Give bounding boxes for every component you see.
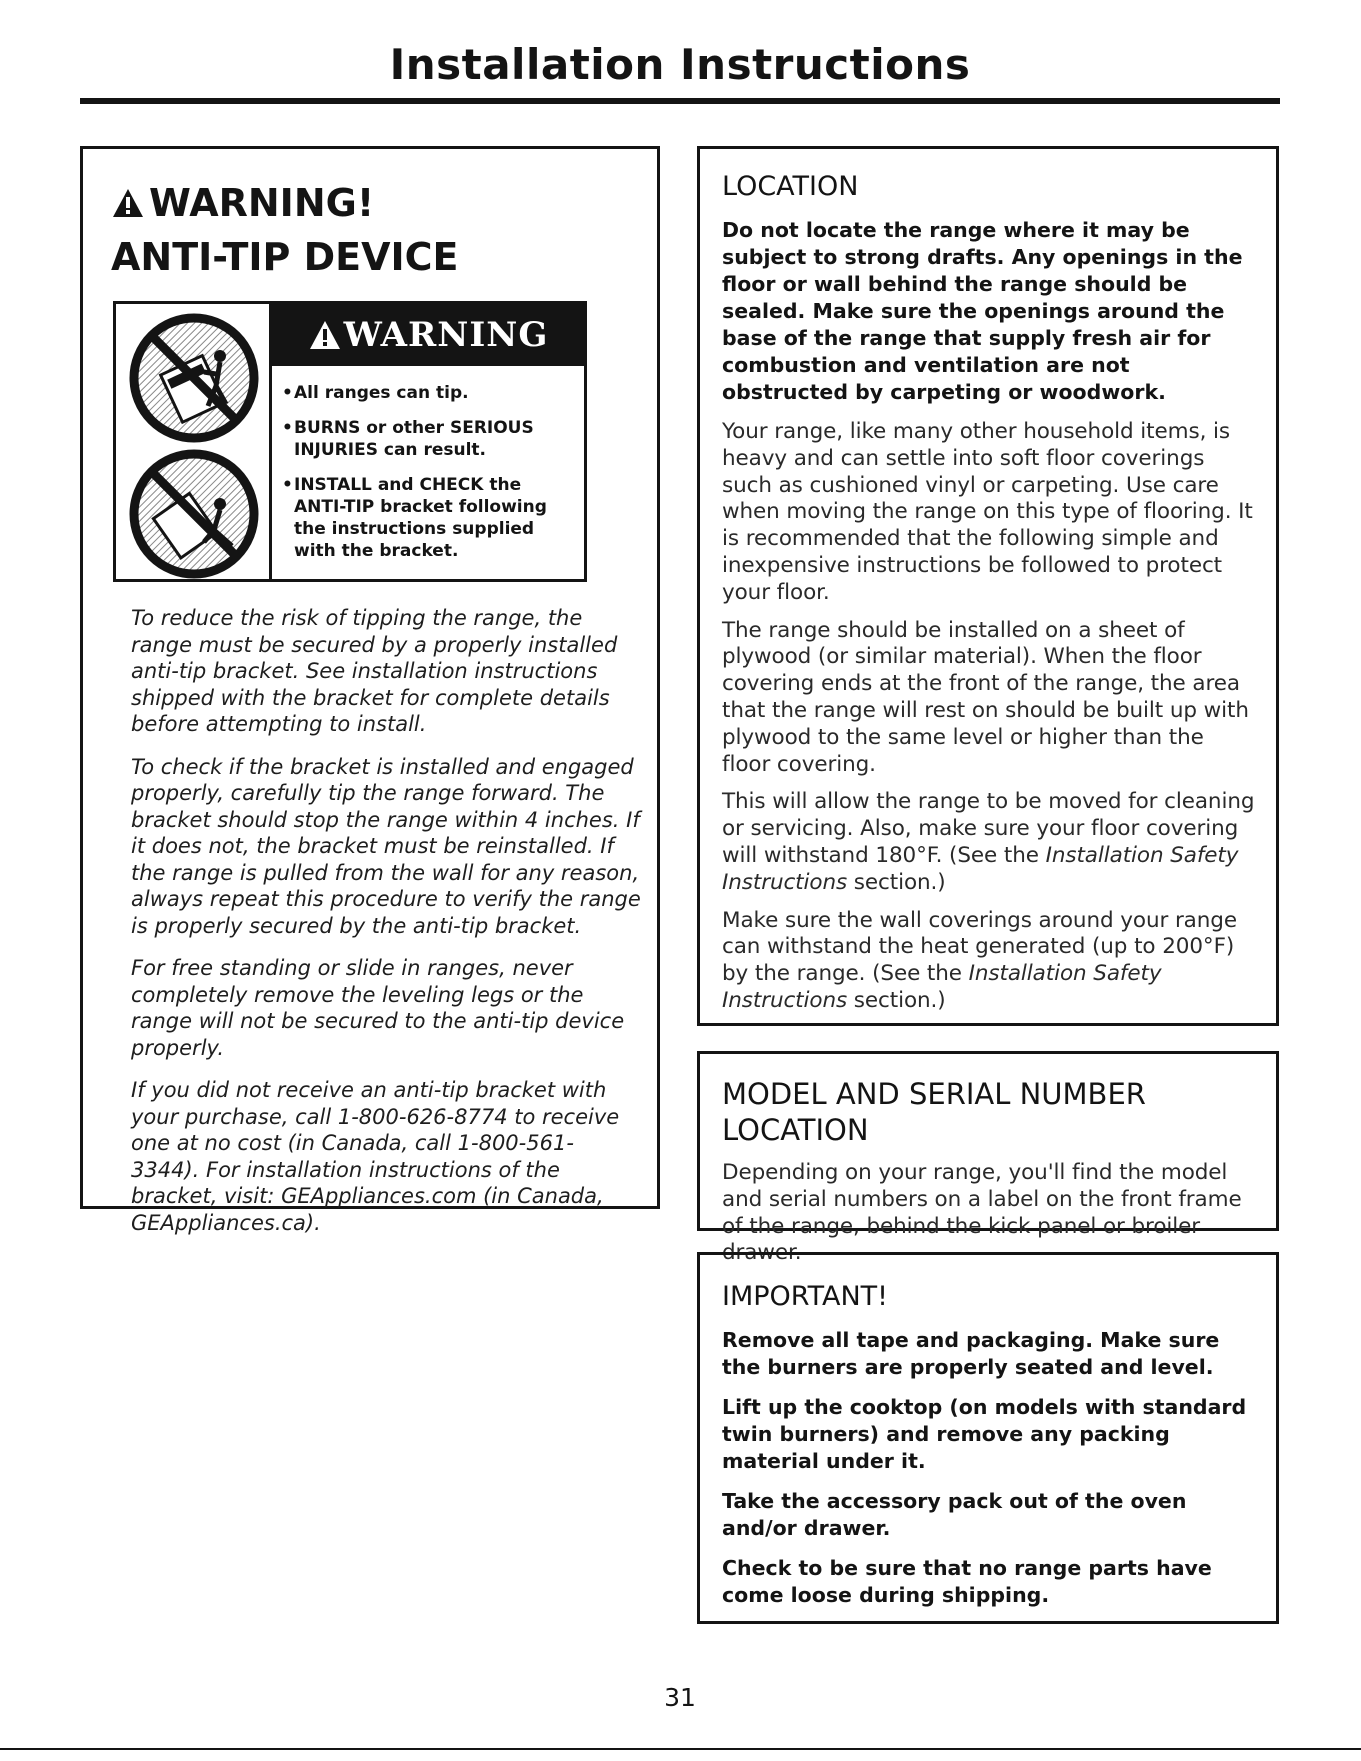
text-run: section.) bbox=[847, 987, 946, 1013]
label-bullet: • INSTALL and CHECK the ANTI-TIP bracket following the instructions supplied with the bracket. bbox=[282, 474, 576, 562]
location-bold-paragraph: Do not locate the range where it may be subject to strong drafts. Any openings in the floor or wall behind the range should be sealed. Make sure the openings around the base of the range that supply fresh air for combustion and ventilation are not obstructed by carpeting or woodwork. bbox=[722, 218, 1243, 404]
text-run: This will allow the range to be moved for cleaning or servicing. Also, make sure your floor covering will withstand 180°F. (See the bbox=[722, 789, 1255, 868]
anti-tip-device-heading: ANTI-TIP DEVICE bbox=[111, 235, 459, 279]
warning-triangle-icon bbox=[308, 319, 342, 351]
label-bullet: • BURNS or other SERIOUS INJURIES can result. bbox=[282, 417, 576, 461]
tipping-range-prohibition-icon bbox=[124, 444, 264, 584]
location-paragraph bbox=[722, 789, 1256, 896]
section-reference: Installation Safety Instructions bbox=[722, 961, 1162, 1013]
warning-label bbox=[113, 301, 587, 582]
anti-tip-paragraph: For free standing or slide in ranges, never completely remove the leveling legs or the range will not be secured to the anti-tip device properly. bbox=[131, 956, 625, 1060]
label-bullet: • All ranges can tip. bbox=[282, 382, 576, 404]
anti-tip-instructions bbox=[131, 605, 641, 1252]
section-reference: Installation Safety Instructions bbox=[722, 842, 1239, 895]
tip-over-prohibition-icon bbox=[124, 308, 264, 448]
label-text-panel bbox=[272, 304, 584, 579]
important-paragraph: Remove all tape and packaging. Make sure the burners are properly seated and level. bbox=[722, 1328, 1220, 1379]
warning-heading-text: WARNING! bbox=[149, 181, 375, 225]
warning-triangle-icon bbox=[111, 187, 145, 219]
text-run: section.) bbox=[847, 869, 946, 895]
location-paragraph bbox=[722, 908, 1256, 1015]
model-serial-heading: MODEL AND SERIAL NUMBER LOCATION bbox=[722, 1077, 1146, 1147]
anti-tip-paragraph: To reduce the risk of tipping the range, the range must be secured by a properly installed anti-tip bracket. See installation instructions shipped with the bracket for complete details before attempting to install. bbox=[131, 606, 618, 736]
title-rule bbox=[80, 98, 1280, 104]
anti-tip-warning-box bbox=[80, 146, 660, 1235]
important-paragraph: Check to be sure that no range parts have come loose during shipping. bbox=[722, 1556, 1212, 1607]
important-paragraph: Take the accessory pack out of the oven and/or drawer. bbox=[722, 1489, 1187, 1540]
important-paragraph: Lift up the cooktop (on models with standard twin burners) and remove any packing material under it. bbox=[722, 1395, 1247, 1473]
warning-banner-text: WARNING bbox=[343, 315, 549, 355]
anti-tip-heading bbox=[111, 179, 459, 281]
page-number: 31 bbox=[664, 1683, 696, 1712]
important-box bbox=[697, 1252, 1279, 1624]
text-run: Make sure the wall coverings around your range can withstand the heat generated (up to 200°F) by the range. (See the bbox=[722, 907, 1237, 987]
label-pictograms bbox=[116, 304, 272, 579]
warning-banner bbox=[272, 304, 584, 366]
model-serial-box bbox=[697, 1051, 1279, 1266]
bottom-rule bbox=[0, 1748, 1361, 1750]
location-heading: LOCATION bbox=[722, 171, 859, 202]
location-paragraph: The range should be installed on a sheet of plywood (or similar material). When the floor covering ends at the front of the range, the area that the range will rest on should be built up with plywood to the same level or higher than the floor covering. bbox=[722, 617, 1249, 777]
important-heading: IMPORTANT! bbox=[722, 1281, 888, 1312]
label-bullet-list bbox=[282, 382, 576, 575]
location-paragraph: Your range, like many other household items, is heavy and can settle into soft floor coverings such as cushioned vinyl or carpeting. Use care when moving the range on this type of flooring. It is recommended that the following simple and inexpensive instructions be followed to protect your floor. bbox=[722, 419, 1253, 605]
anti-tip-paragraph: To check if the bracket is installed and engaged properly, carefully tip the range forward. The bracket should stop the range within 4 inches. If it does not, the bracket must be reinstalled. If the range is pulled from the wall for any reason, always repeat this procedure to verify the range is properly secured by the anti-tip bracket. bbox=[131, 754, 641, 938]
anti-tip-paragraph: If you did not receive an anti-tip bracket with your purchase, call 1-800-626-8774 to receive one at no cost (in Canada, call 1-800-561-3344). For installation instructions of the bracket, visit: GEAppliances.com (in Canada, GEAppliances.ca). bbox=[131, 1078, 620, 1235]
page-title: Installation Instructions bbox=[389, 40, 971, 89]
location-box bbox=[697, 146, 1279, 1026]
model-serial-text: Depending on your range, you'll find the model and serial numbers on a label on the front frame of the range, behind the kick panel or broiler drawer. bbox=[722, 1160, 1242, 1266]
